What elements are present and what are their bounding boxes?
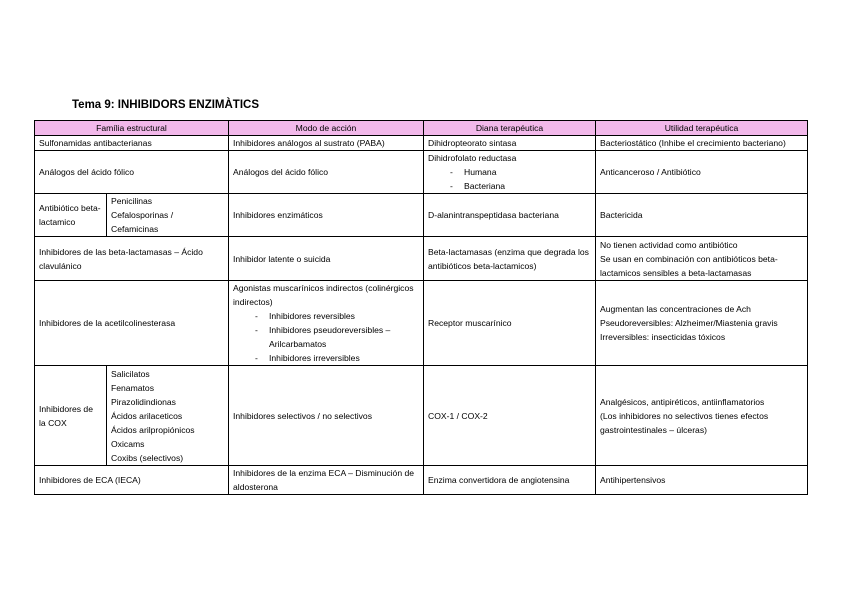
cell-modo: Inhibidores selectivos / no selectivos [229,366,424,466]
cell-diana: Receptor muscarínico [424,281,596,366]
list-item: - Humana [450,165,591,179]
sub-item: Cefamicinas [111,224,159,234]
utilidad-line: Augmentan las concentraciones de Ach [600,304,751,314]
utilidad-line: Analgésicos, antipiréticos, antiinflamatorios [600,396,765,407]
table-row [35,466,808,495]
sub-item: Fenamatos [111,382,154,393]
cell-familia: Análogos del ácido fólico [35,151,229,194]
table-header-row [35,121,808,136]
cell-diana [424,151,596,194]
cell-diana: Enzima convertidora de angiotensina [424,466,596,495]
header-modo: Modo de acción [229,121,424,136]
cell-utilidad: Bacteriostático (Inhibe el crecimiento bacteriano) [596,136,808,151]
header-utilidad: Utilidad terapéutica [596,121,808,136]
cell-familia: Antibiótico beta-lactamico [35,194,107,237]
utilidad-line: Irreversibles: insecticidas tóxicos [600,332,726,342]
header-diana: Diana terapéutica [424,121,596,136]
cell-utilidad [596,281,808,366]
utilidad-line: (Los inhibidores no selectivos tienes efectos gastrointestinales – úlceras) [600,410,769,435]
table-row [35,151,808,194]
sub-item: Cefalosporinas / [111,210,174,220]
sub-item: Coxibs (selectivos) [111,452,184,463]
cell-utilidad [596,237,808,281]
list-item: - Inhibidores reversibles [255,309,419,323]
sub-item: Ácidos arilpropiónicos [111,424,195,435]
cell-familia-sub [107,366,229,466]
modo-text: Agonistas muscarínicos indirectos (colinérgicos indirectos) [233,283,414,307]
enzyme-inhibitors-table [34,120,808,495]
table-row [35,366,808,466]
header-familia: Família estructural [35,121,229,136]
cell-modo: Inhibidores enzimáticos [229,194,424,237]
diana-list [428,165,591,193]
table-row [35,237,808,281]
cell-familia: Sulfonamidas antibacterianas [35,136,229,151]
document-title: Tema 9: INHIBIDORS ENZIMÀTICS [72,99,259,111]
list-item: - Bacteriana [450,179,591,193]
sub-item: Penicilinas [111,196,153,206]
cell-diana: Beta-lactamasas (enzima que degrada los antibióticos beta-lactamicos) [424,237,596,281]
cell-modo: Inhibidores de la enzima ECA – Disminución de aldosterona [229,466,424,495]
cell-diana: D-alanintranspeptidasa bacteriana [424,194,596,237]
cell-familia: Inhibidores de la COX [35,366,107,466]
sub-item: Oxicams [111,438,145,449]
cell-utilidad [596,366,808,466]
cell-utilidad: Antihipertensivos [596,466,808,495]
table-row [35,136,808,151]
sub-item: Ácidos arilaceticos [111,410,183,421]
diana-text: Dihidrofolato reductasa [428,153,517,163]
cell-modo: Inhibidor latente o suicida [229,237,424,281]
utilidad-line: No tienen actividad como antibiótico [600,239,738,250]
sub-item: Pirazolidindionas [111,396,176,407]
modo-list [233,309,419,365]
utilidad-line: Pseudoreversibles: Alzheimer/Miastenia gravis [600,318,778,328]
cell-modo: Inhibidores análogos al sustrato (PABA) [229,136,424,151]
cell-familia-sub [107,194,229,237]
table-row [35,281,808,366]
cell-familia: Inhibidores de la acetilcolinesterasa [35,281,229,366]
sub-item: Salicilatos [111,368,150,379]
utilidad-line: Se usan en combinación con antibióticos beta-lactamicos sensibles a beta-lactamasas [600,253,778,278]
cell-familia: Inhibidores de las beta-lactamasas – Ácido clavulánico [35,237,229,281]
cell-diana: Dihidropteorato sintasa [424,136,596,151]
list-item: - Inhibidores pseudoreversibles – Arilcarbamatos [255,323,419,351]
cell-familia: Inhibidores de ECA (IECA) [35,466,229,495]
cell-diana: COX-1 / COX-2 [424,366,596,466]
cell-modo: Análogos del ácido fólico [229,151,424,194]
list-item: - Inhibidores irreversibles [255,351,419,365]
cell-modo [229,281,424,366]
cell-utilidad: Bactericida [596,194,808,237]
cell-utilidad: Anticanceroso / Antibiótico [596,151,808,194]
table-row [35,194,808,237]
